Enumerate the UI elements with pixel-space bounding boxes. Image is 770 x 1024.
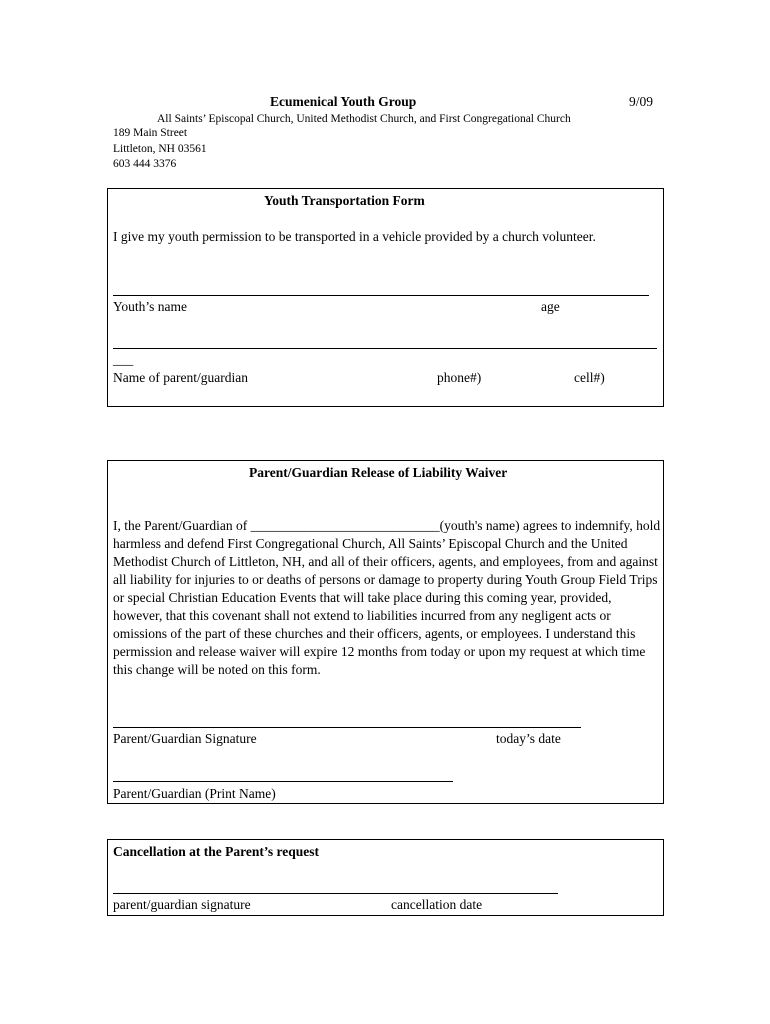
- print-name-line[interactable]: [113, 781, 453, 782]
- form-title: Ecumenical Youth Group: [270, 94, 417, 109]
- address-city: Littleton, NH 03561: [113, 143, 207, 155]
- waiver-signature-line[interactable]: [113, 727, 581, 728]
- line-continuation: ___: [113, 352, 134, 367]
- waiver-date-label: today’s date: [496, 731, 561, 746]
- cancellation-signature-line[interactable]: [113, 893, 558, 894]
- cell-label: cell#): [574, 370, 605, 385]
- cancellation-date-label: cancellation date: [391, 897, 483, 912]
- youth-name-label: Youth’s name: [113, 299, 188, 314]
- churches-line: All Saints’ Episcopal Church, United Methodist Church, and First Congregational Church: [157, 113, 571, 125]
- age-label: age: [541, 299, 560, 314]
- cancellation-signature-label: parent/guardian signature: [113, 897, 251, 912]
- waiver-paragraph: I, the Parent/Guardian of ____________________________(youth's name) agrees to indemnify, hold harmless and defend First Congregational Church, All Saints’ Episcopal Church and the United Methodist Church of Littleton, NH, and all of their officers, agents, and employees, from and against all liability for injuries to or deaths of persons or damage to property during Youth Group Field Trips or special Christian Education Events that will take place during this coming year, provided, however, that this covenant shall not extend to liabilities incurred from any negligent acts or omissions of the part of these churches and their officers, agents, or employees. I understand this permission and release waiver will expire 12 months from today or upon my request at which time this change will be noted on this form.: [113, 518, 661, 677]
- parent-name-line[interactable]: [113, 348, 657, 349]
- form-date: 9/09: [629, 94, 654, 109]
- phone-label: phone#): [437, 370, 482, 385]
- youth-name-line[interactable]: [113, 295, 649, 296]
- parent-name-label: Name of parent/guardian: [113, 370, 248, 385]
- address-street: 189 Main Street: [113, 127, 188, 139]
- cancellation-title: Cancellation at the Parent’s request: [113, 844, 319, 859]
- waiver-signature-label: Parent/Guardian Signature: [113, 731, 257, 746]
- waiver-title: Parent/Guardian Release of Liability Waiver: [249, 465, 508, 480]
- print-name-label: Parent/Guardian (Print Name): [113, 786, 276, 801]
- contact-phone: 603 444 3376: [113, 158, 177, 170]
- permission-text: I give my youth permission to be transported in a vehicle provided by a church volunteer.: [113, 229, 596, 244]
- transport-form-title: Youth Transportation Form: [264, 193, 425, 208]
